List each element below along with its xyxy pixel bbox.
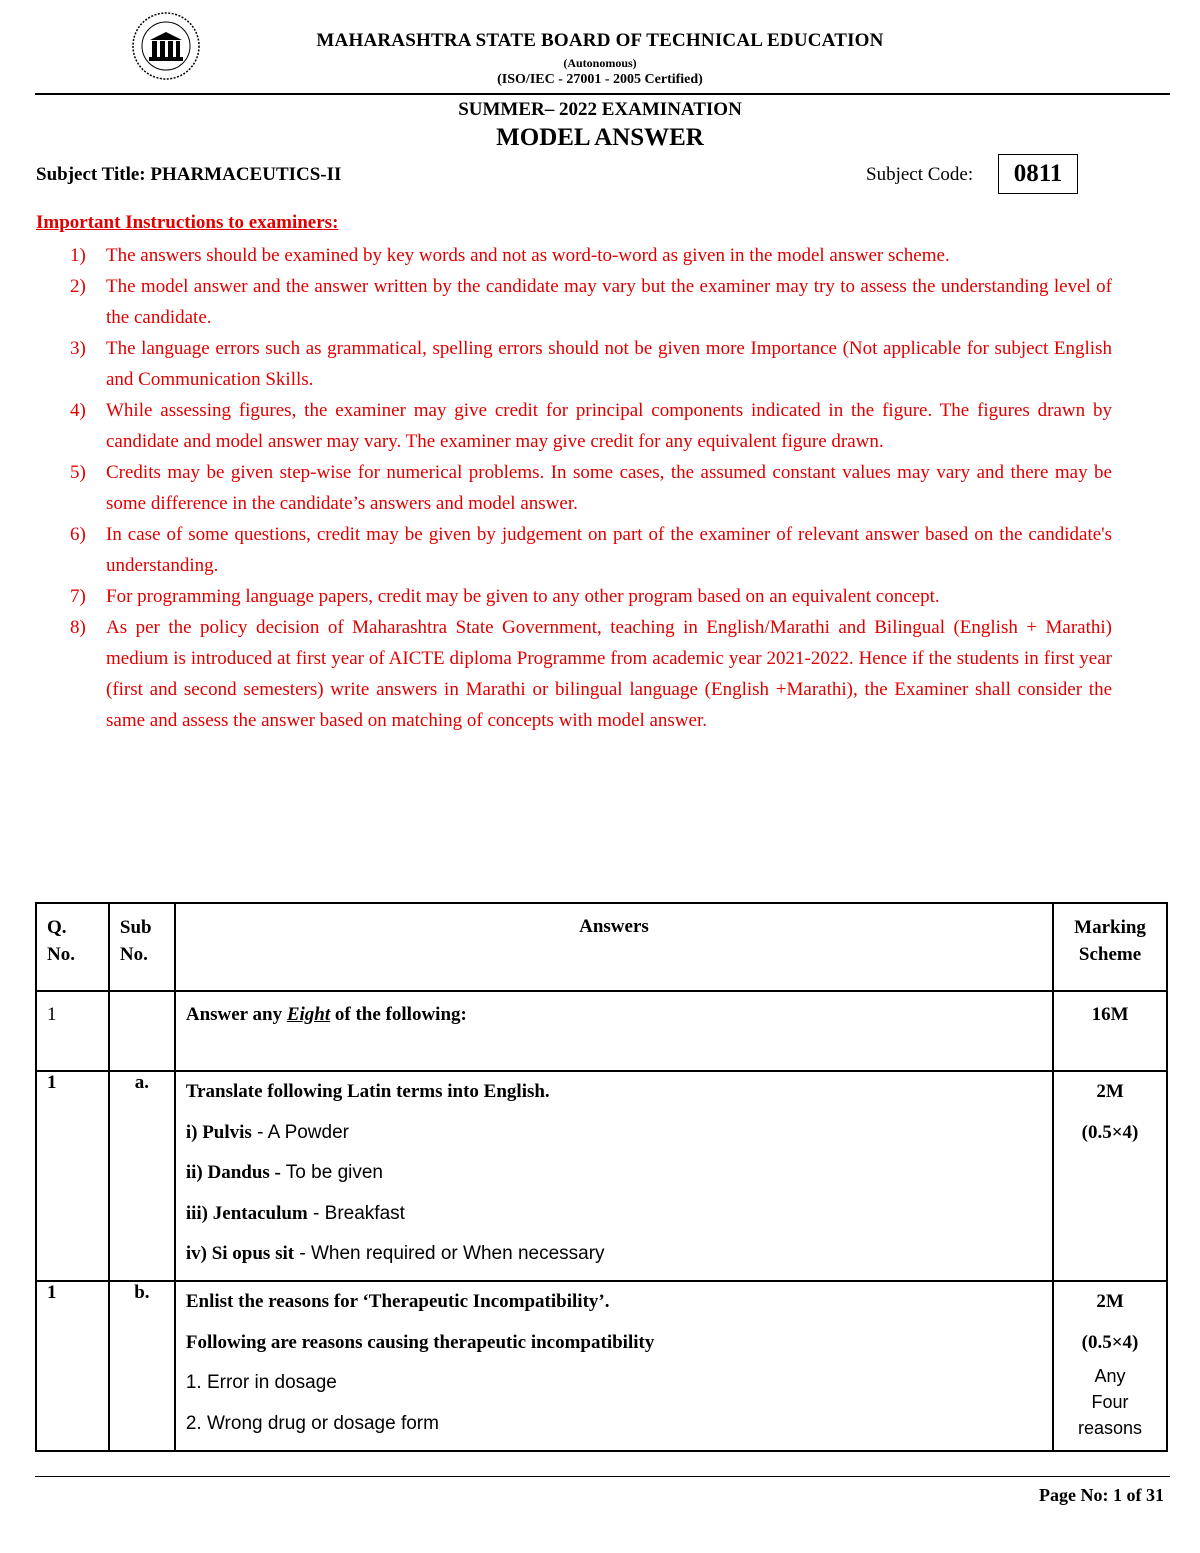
instruction-item bbox=[36, 612, 1112, 736]
instruction-text: While assessing figures, the examiner may give credit for principal components indicated in the figure. The figures drawn by candidate and model answer may vary. The examiner may give credit for any equivalent figure drawn. bbox=[106, 400, 1112, 452]
mark-detail: (0.5×4) bbox=[1081, 1121, 1139, 1143]
english-meaning: To be given bbox=[280, 1162, 383, 1183]
mark-detail: (0.5×4) bbox=[1081, 1331, 1139, 1353]
answer-cell bbox=[175, 991, 1053, 1071]
subject-title: Subject Title: PHARMACEUTICS-II bbox=[36, 164, 342, 185]
answer-cell bbox=[175, 1281, 1053, 1451]
mark-note: Any bbox=[1094, 1366, 1126, 1386]
marking-cell bbox=[1053, 1071, 1167, 1281]
msbte-logo-icon bbox=[130, 10, 202, 82]
instruction-number: 6) bbox=[70, 524, 86, 545]
answer-text: of the following: bbox=[330, 1004, 467, 1025]
instruction-number: 4) bbox=[70, 400, 86, 421]
page-number: Page No: 1 of 31 bbox=[1039, 1485, 1164, 1505]
model-answer-title: MODEL ANSWER bbox=[496, 124, 704, 151]
latin-term-row bbox=[186, 1113, 1052, 1154]
exam-title: SUMMER– 2022 EXAMINATION bbox=[458, 99, 742, 120]
header-text: Q. bbox=[47, 917, 67, 938]
question-text: Translate following Latin terms into English. bbox=[185, 1081, 550, 1102]
instruction-text: The language errors such as grammatical, spelling errors should not be given more Importance (Not applicable for subject English and Communication Skills. bbox=[106, 338, 1112, 390]
instruction-text: Credits may be given step-wise for numerical problems. In some cases, the assumed constant values may vary and there may be some difference in the candidate’s answers and model answer. bbox=[106, 462, 1112, 514]
marking-cell bbox=[1053, 1281, 1167, 1451]
subject-code-label: Subject Code: bbox=[866, 164, 974, 185]
latin-term: ii) Dandus - bbox=[185, 1162, 281, 1183]
answer-emphasis: Eight bbox=[286, 1004, 331, 1025]
answer-subheading: Following are reasons causing therapeutic incompatibility bbox=[185, 1331, 655, 1353]
answer-cell bbox=[175, 1071, 1053, 1281]
header-text: Scheme bbox=[1078, 944, 1142, 965]
header-answers: Answers bbox=[175, 903, 1053, 991]
latin-term: iii) Jentaculum bbox=[185, 1202, 308, 1224]
instruction-item bbox=[36, 519, 1112, 581]
table-row bbox=[36, 991, 1167, 1071]
header-divider bbox=[35, 93, 1170, 95]
header-text: No. bbox=[47, 944, 75, 965]
autonomous-label: (Autonomous) bbox=[563, 56, 637, 70]
mark-value: 2M bbox=[1096, 1081, 1124, 1102]
footer-divider bbox=[35, 1476, 1170, 1477]
instruction-item bbox=[36, 240, 1112, 271]
header-marking-scheme bbox=[1053, 903, 1167, 991]
instruction-item bbox=[36, 271, 1112, 333]
header-text: No. bbox=[119, 944, 148, 965]
instructions-heading: Important Instructions to examiners: bbox=[36, 212, 339, 233]
sub-number: a. bbox=[109, 1071, 175, 1281]
table-row bbox=[36, 1281, 1167, 1451]
header-text: Marking bbox=[1074, 917, 1146, 938]
instruction-item bbox=[36, 457, 1112, 519]
instruction-number: 7) bbox=[70, 586, 86, 607]
question-number: 1 bbox=[36, 1281, 109, 1451]
latin-term-row bbox=[186, 1153, 1052, 1194]
table-header-row bbox=[36, 903, 1167, 991]
mark-note: reasons bbox=[1078, 1418, 1143, 1438]
latin-term: i) Pulvis bbox=[185, 1121, 252, 1143]
instruction-number: 5) bbox=[70, 462, 86, 483]
instruction-item bbox=[36, 333, 1112, 395]
instruction-number: 2) bbox=[70, 276, 86, 297]
answer-point: 2. Wrong drug or dosage form bbox=[185, 1412, 439, 1434]
question-number: 1 bbox=[36, 1071, 109, 1281]
iso-certification: (ISO/IEC - 27001 - 2005 Certified) bbox=[497, 72, 703, 87]
question-text: Enlist the reasons for ‘Therapeutic Incompatibility’. bbox=[185, 1291, 610, 1312]
english-meaning: - A Powder bbox=[251, 1121, 349, 1143]
header-sub-no bbox=[109, 903, 175, 991]
instruction-text: The model answer and the answer written by the candidate may vary but the examiner may try to assess the understanding level of the candidate. bbox=[106, 276, 1112, 328]
sub-number: b. bbox=[109, 1281, 175, 1451]
board-name: MAHARASHTRA STATE BOARD OF TECHNICAL EDUCATION bbox=[316, 30, 884, 51]
question-number: 1 bbox=[36, 991, 109, 1071]
instruction-text: As per the policy decision of Maharashtra State Government, teaching in English/Marathi and Bilingual (English + Marathi) medium is introduced at first year of AICTE diploma Programme from academic year 2021-2022. Hence if the students in first year (first and second semesters) write answers in Marathi or bilingual language (English +Marathi), the Examiner shall consider the same and assess the answer based on matching of concepts with model answer. bbox=[106, 617, 1112, 731]
english-meaning: - Breakfast bbox=[307, 1202, 405, 1224]
header-q-no bbox=[36, 903, 109, 991]
latin-term-row bbox=[186, 1194, 1052, 1235]
mark-note: Four bbox=[1091, 1392, 1129, 1412]
instruction-item bbox=[36, 395, 1112, 457]
instruction-number: 3) bbox=[70, 338, 86, 359]
answers-table bbox=[35, 902, 1168, 1452]
table-row bbox=[36, 1071, 1167, 1281]
instruction-number: 8) bbox=[70, 617, 86, 638]
instructions-list bbox=[36, 240, 1112, 736]
english-meaning: - When required or When necessary bbox=[294, 1243, 605, 1264]
subject-code: 0811 bbox=[998, 154, 1078, 194]
instruction-text: In case of some questions, credit may be given by judgement on part of the examiner of relevant answer based on the candidate's understanding. bbox=[106, 524, 1112, 576]
latin-term-row bbox=[186, 1234, 1052, 1275]
latin-term: iv) Si opus sit bbox=[185, 1243, 295, 1264]
instruction-number: 1) bbox=[70, 245, 86, 266]
instruction-item bbox=[36, 581, 1112, 612]
marking-cell: 16M bbox=[1053, 991, 1167, 1071]
header-text: Sub bbox=[119, 917, 152, 938]
instruction-text: For programming language papers, credit may be given to any other program based on an equivalent concept. bbox=[106, 586, 940, 607]
answer-text: Answer any bbox=[185, 1004, 287, 1025]
instruction-text: The answers should be examined by key words and not as word-to-word as given in the model answer scheme. bbox=[106, 245, 950, 266]
mark-value: 2M bbox=[1096, 1291, 1124, 1312]
answer-point: 1. Error in dosage bbox=[185, 1372, 337, 1393]
sub-number-empty bbox=[109, 991, 175, 1071]
